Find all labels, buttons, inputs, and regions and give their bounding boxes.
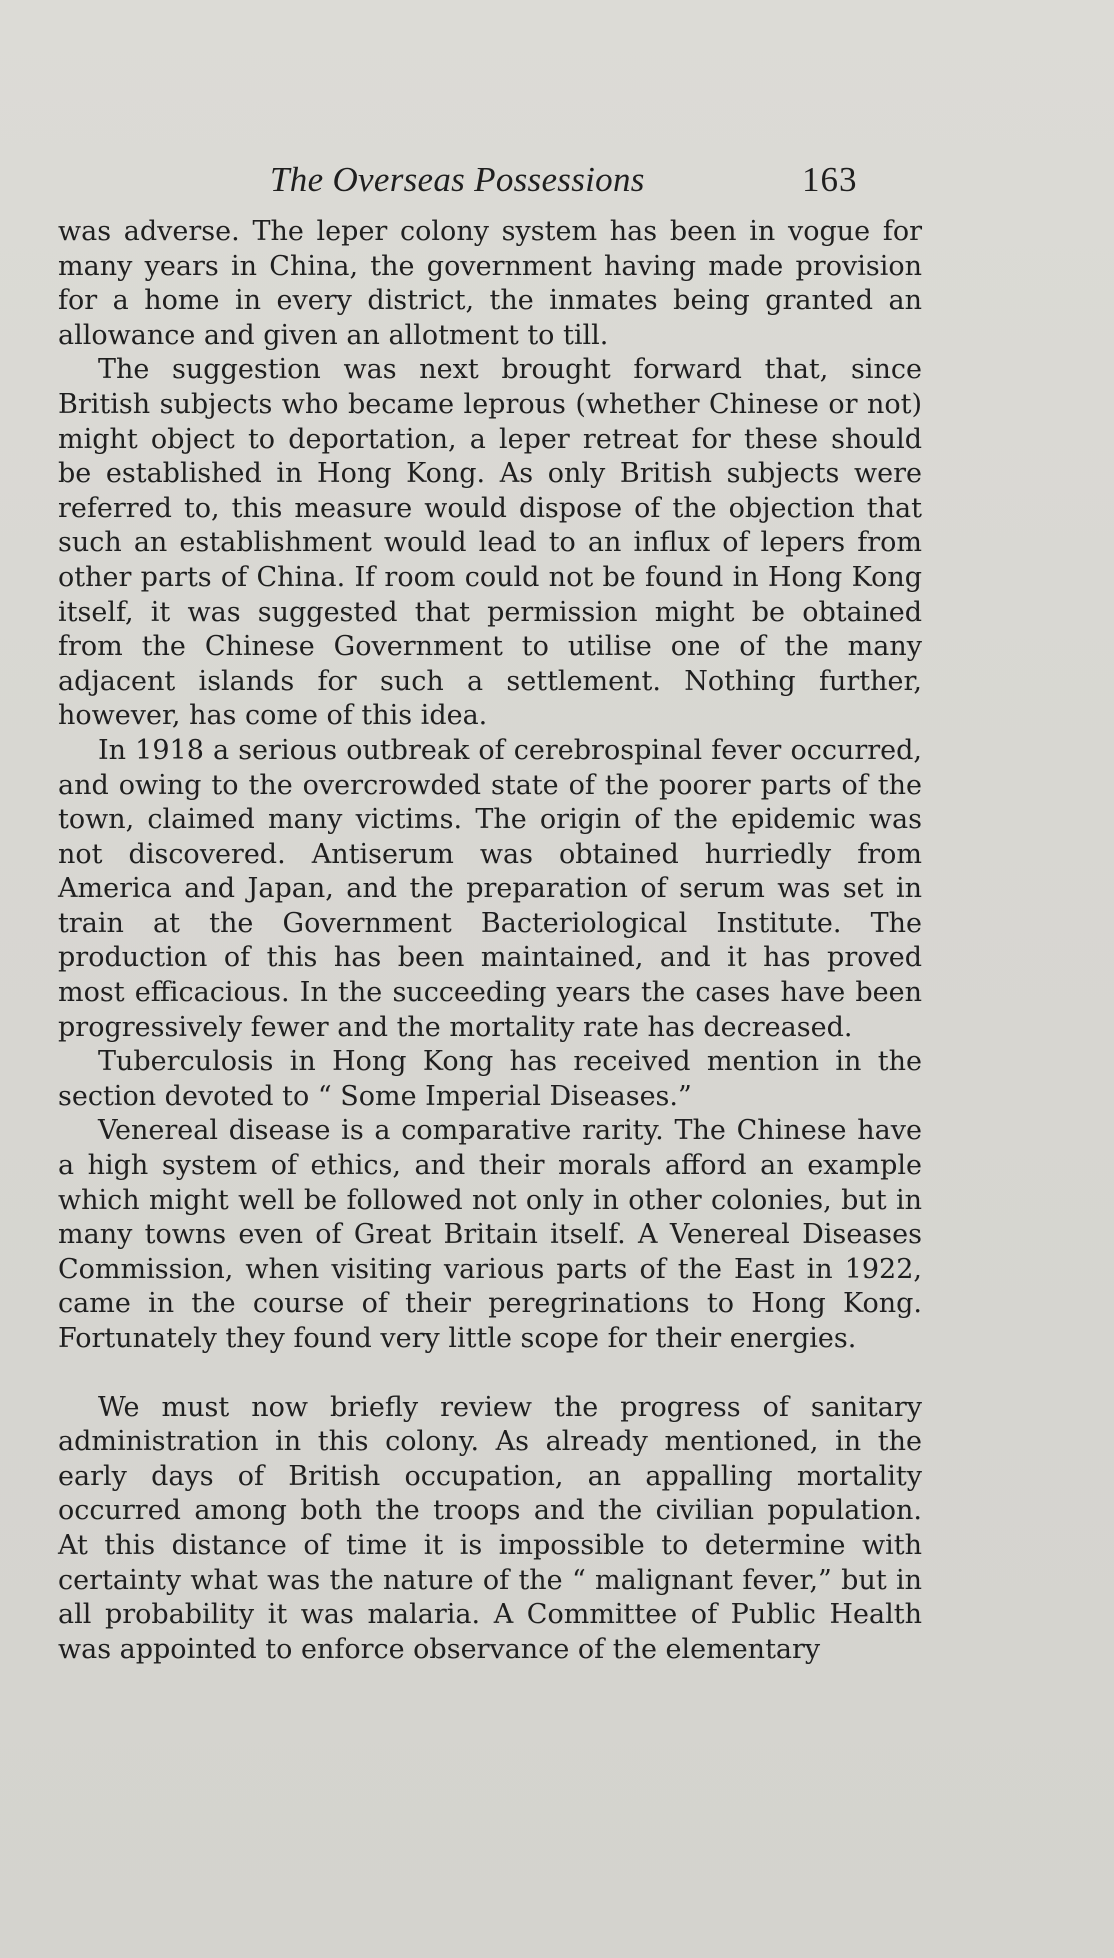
- paragraph-5: Venereal disease is a comparative rarity. The Chinese have a high system of ethics, and their morals afford an example which might well be followed not only in other colonies, but in many towns even of Great Britain itself. A Venereal Diseases Commission, when visiting various parts of the East in 1922, came in the course of their peregrinations to Hong Kong. Fortunately they found very little scope for their energies.: [58, 1115, 922, 1354]
- paragraph-6: We must now briefly review the progress of sanitary administration in this colony. As already mentioned, in the early days of British occupation, an appalling mortality occurred among both the troops and the civilian population. At this distance of time it is impossible to determine with certainty what was the nature of the “ malignant fever,” but in all probability it was malaria. A Committee of Public Health was appointed to enforce observance of the elementary: [58, 1391, 922, 1665]
- running-title: The Overseas Possessions: [270, 160, 645, 199]
- paragraph-2: The suggestion was next brought forward that, since British subjects who became leprous (whether Chinese or not) might object to deportation, a leper retreat for these should be established in Hong Kong. As only British subjects were referred to, this measure would dispose of the objection that such an establishment would lead to an influx of lepers from other parts of China. If room could not be found in Hong Kong itself, it was suggested that permission might be obtained from the Chinese Government to utilise one of the many adjacent islands for such a settlement. Nothing further, however, has come of this idea.: [58, 354, 922, 732]
- paragraph-4: Tuberculosis in Hong Kong has received mention in the section devoted to “ Some Imperial Diseases.”: [58, 1046, 922, 1112]
- paragraph-1: was adverse. The leper colony system has been in vogue for many years in China, the government having made provision for a home in every district, the inmates being granted an allowance and given an allotment to till.: [58, 216, 922, 351]
- running-head: [58, 155, 922, 207]
- page-number: 163: [802, 160, 858, 199]
- page-content: [58, 155, 922, 1667]
- paragraph-3: In 1918 a serious outbreak of cerebrospinal fever occurred, and owing to the overcrowded state of the poorer parts of the town, claimed many victims. The origin of the epidemic was not discovered. Antiserum was obtained hurriedly from America and Japan, and the preparation of serum was set in train at the Government Bacteriological Institute. The production of this has been maintained, and it has proved most efficacious. In the succeeding years the cases have been progressively fewer and the mortality rate has decreased.: [58, 734, 922, 1043]
